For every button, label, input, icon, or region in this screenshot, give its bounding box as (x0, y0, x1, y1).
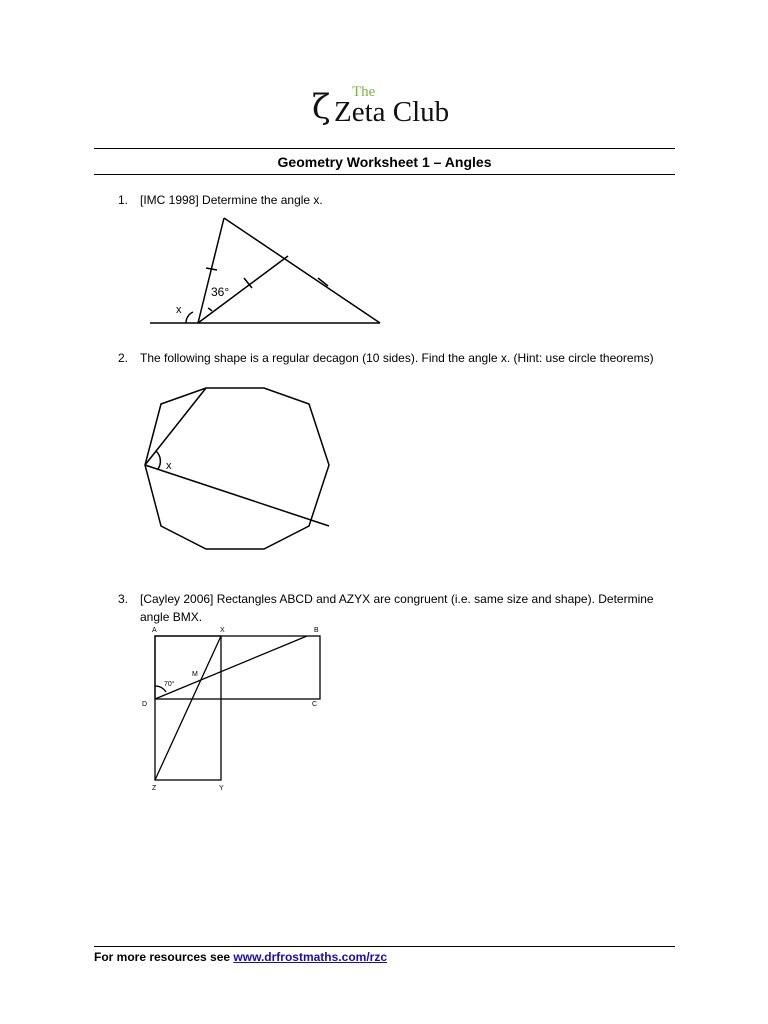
question-number: 1. (118, 193, 129, 207)
resources-link[interactable]: www.drfrostmaths.com/rzc (233, 950, 387, 964)
question-number: 3. (118, 592, 129, 606)
footer-text: For more resources see (94, 950, 234, 964)
label-Y: Y (219, 785, 224, 792)
label-70-degrees: 70° (164, 681, 175, 688)
question-text: [Cayley 2006] Rectangles ABCD and AZYX are congruent (i.e. same size and shape). Determine angle BMX. (140, 592, 654, 624)
label-x: x (166, 460, 172, 472)
zeta-symbol: ζ (312, 87, 331, 127)
label-36-degrees: 36° (211, 285, 230, 299)
title-bottom-rule (94, 174, 675, 175)
label-X: X (220, 627, 225, 634)
decagon-diagram (143, 386, 333, 552)
label-M: M (192, 671, 198, 678)
label-B: B (314, 627, 319, 634)
label-A: A (152, 627, 157, 634)
triangle-diagram (148, 212, 388, 328)
rectangles-diagram (142, 624, 332, 796)
logo-the: The (352, 84, 376, 100)
figure-decagon (143, 386, 333, 552)
question-number: 2. (118, 351, 129, 365)
zeta-club-logo (312, 86, 472, 130)
title-top-rule (94, 148, 675, 149)
label-C: C (312, 701, 318, 708)
figure-rectangles (142, 624, 332, 796)
question-text: [IMC 1998] Determine the angle x. (140, 193, 323, 207)
logo-name: Zeta Club (334, 96, 450, 128)
question-text: The following shape is a regular decagon (10 sides). Find the angle x. (Hint: use circle theorems) (140, 351, 654, 365)
figure-triangle (148, 212, 388, 328)
footer-rule (94, 946, 675, 947)
label-Z: Z (152, 785, 157, 792)
label-D: D (142, 701, 148, 708)
footer (94, 948, 387, 966)
worksheet-title: Geometry Worksheet 1 – Angles (277, 154, 492, 170)
label-x: x (176, 304, 182, 316)
